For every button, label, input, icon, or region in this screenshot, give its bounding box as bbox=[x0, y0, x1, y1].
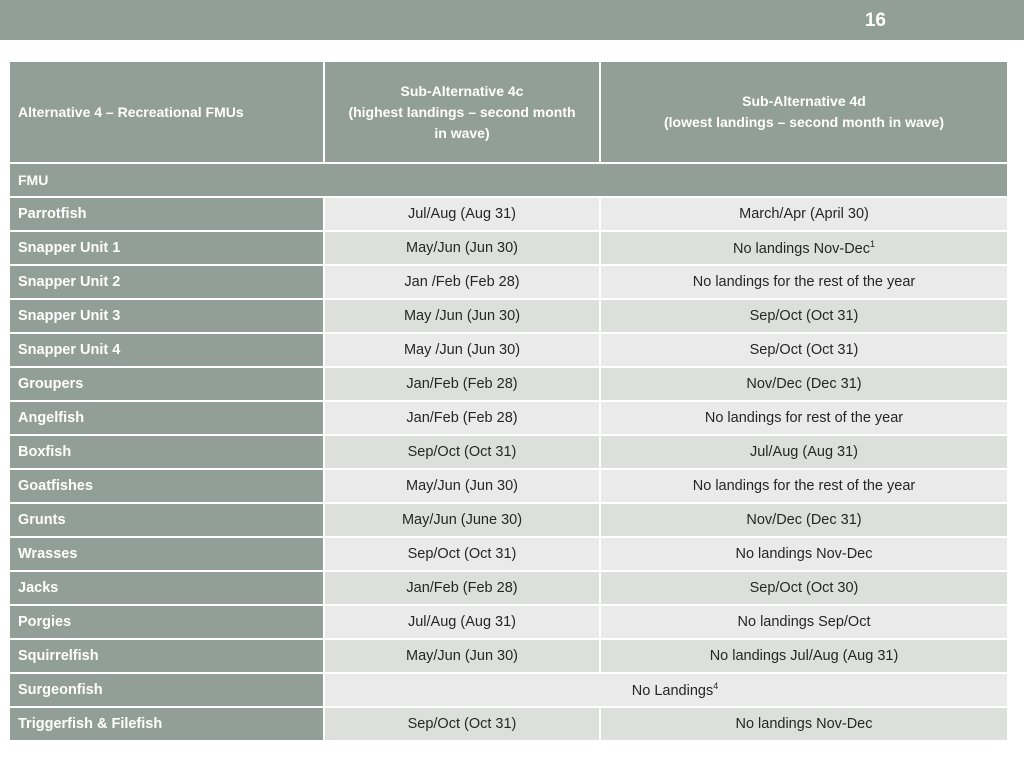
value-4d-cell: Nov/Dec (Dec 31) bbox=[601, 368, 1007, 400]
fmu-name-cell: Triggerfish & Filefish bbox=[10, 708, 323, 740]
value-4d-cell: No landings for the rest of the year bbox=[601, 470, 1007, 502]
value-4c-cell: May /Jun (Jun 30) bbox=[325, 300, 599, 332]
header-4d-line2: (lowest landings – second month in wave) bbox=[663, 114, 945, 130]
header-4c-line2: (highest landings – second month bbox=[348, 103, 576, 120]
table-row bbox=[10, 334, 1007, 366]
value-4c-cell: Sep/Oct (Oct 31) bbox=[325, 538, 599, 570]
value-4c-cell: Jan/Feb (Feb 28) bbox=[325, 572, 599, 604]
fmu-name-cell: Parrotfish bbox=[10, 198, 323, 230]
fmu-table bbox=[8, 60, 1009, 742]
value-4c-cell: May/Jun (Jun 30) bbox=[325, 470, 599, 502]
fmu-name-cell: Snapper Unit 3 bbox=[10, 300, 323, 332]
footnote-marker: 1 bbox=[870, 239, 876, 250]
header-4d-line1: Sub-Alternative 4d bbox=[742, 93, 866, 109]
table-row bbox=[10, 606, 1007, 638]
value-4d-cell: No landings Nov-Dec bbox=[601, 538, 1007, 570]
top-bar bbox=[0, 0, 1024, 40]
page-number: 16 bbox=[864, 10, 886, 31]
table-row bbox=[10, 504, 1007, 536]
value-4c-cell: Jan/Feb (Feb 28) bbox=[325, 402, 599, 434]
value-4c-cell: Sep/Oct (Oct 31) bbox=[325, 708, 599, 740]
table-row bbox=[10, 708, 1007, 740]
table-header-row bbox=[10, 62, 1007, 162]
value-4c-cell: Jan/Feb (Feb 28) bbox=[325, 368, 599, 400]
fmu-name-cell: Surgeonfish bbox=[10, 674, 323, 706]
fmu-name-cell: Boxfish bbox=[10, 436, 323, 468]
fmu-name-cell: Squirrelfish bbox=[10, 640, 323, 672]
fmu-name-cell: Snapper Unit 1 bbox=[10, 232, 323, 264]
value-4d-cell: Sep/Oct (Oct 31) bbox=[601, 300, 1007, 332]
table-row bbox=[10, 436, 1007, 468]
fmu-name-cell: Groupers bbox=[10, 368, 323, 400]
value-4d-cell: No landings Nov-Dec bbox=[601, 708, 1007, 740]
table-row bbox=[10, 368, 1007, 400]
fmu-name-cell: Angelfish bbox=[10, 402, 323, 434]
header-sub-alternative-4d bbox=[601, 62, 1007, 162]
table-row bbox=[10, 572, 1007, 604]
value-4c-cell: May/Jun (June 30) bbox=[325, 504, 599, 536]
table-row bbox=[10, 640, 1007, 672]
value-4d-cell: No landings Sep/Oct bbox=[601, 606, 1007, 638]
fmu-section-row bbox=[10, 164, 1007, 196]
value-4d-cell: No landings for the rest of the year bbox=[601, 266, 1007, 298]
fmu-name-cell: Porgies bbox=[10, 606, 323, 638]
value-4d-cell: Sep/Oct (Oct 30) bbox=[601, 572, 1007, 604]
merged-value-text: No Landings bbox=[631, 682, 714, 699]
fmu-section-label: FMU bbox=[10, 164, 1007, 196]
fmu-name-cell: Snapper Unit 4 bbox=[10, 334, 323, 366]
value-4d-cell: No landings for rest of the year bbox=[601, 402, 1007, 434]
fmu-name-cell: Jacks bbox=[10, 572, 323, 604]
fmu-name-cell: Wrasses bbox=[10, 538, 323, 570]
table-row bbox=[10, 266, 1007, 298]
value-4c-cell: Jul/Aug (Aug 31) bbox=[325, 198, 599, 230]
header-4c-line1: Sub-Alternative 4c bbox=[400, 82, 524, 99]
header-4c-line3: in wave) bbox=[434, 124, 490, 141]
footnote-marker: 4 bbox=[713, 681, 719, 692]
value-4d-cell: Jul/Aug (Aug 31) bbox=[601, 436, 1007, 468]
header-sub-alternative-4c bbox=[325, 62, 599, 162]
value-4d-cell: Sep/Oct (Oct 31) bbox=[601, 334, 1007, 366]
fmu-name-cell: Grunts bbox=[10, 504, 323, 536]
table-row bbox=[10, 198, 1007, 230]
table-row bbox=[10, 470, 1007, 502]
table-row bbox=[10, 300, 1007, 332]
fmu-name-cell: Goatfishes bbox=[10, 470, 323, 502]
value-4d-cell: Nov/Dec (Dec 31) bbox=[601, 504, 1007, 536]
merged-value-cell bbox=[325, 674, 1007, 706]
fmu-name-cell: Snapper Unit 2 bbox=[10, 266, 323, 298]
header-alternative-4-label: Alternative 4 – Recreational FMUs bbox=[18, 103, 244, 120]
value-4c-cell: May /Jun (Jun 30) bbox=[325, 334, 599, 366]
value-4c-cell: Jan /Feb (Feb 28) bbox=[325, 266, 599, 298]
table-row bbox=[10, 538, 1007, 570]
value-4c-cell: May/Jun (Jun 30) bbox=[325, 640, 599, 672]
table-row bbox=[10, 674, 1007, 706]
value-4c-cell: Sep/Oct (Oct 31) bbox=[325, 436, 599, 468]
table-row bbox=[10, 402, 1007, 434]
value-4d-cell: No landings Jul/Aug (Aug 31) bbox=[601, 640, 1007, 672]
value-4d-cell: March/Apr (April 30) bbox=[601, 198, 1007, 230]
value-4d-text: No landings Nov-Dec bbox=[732, 240, 870, 257]
value-4c-cell: May/Jun (Jun 30) bbox=[325, 232, 599, 264]
header-alternative-4 bbox=[10, 62, 323, 162]
value-4c-cell: Jul/Aug (Aug 31) bbox=[325, 606, 599, 638]
value-4d-cell bbox=[601, 232, 1007, 264]
table-row bbox=[10, 232, 1007, 264]
